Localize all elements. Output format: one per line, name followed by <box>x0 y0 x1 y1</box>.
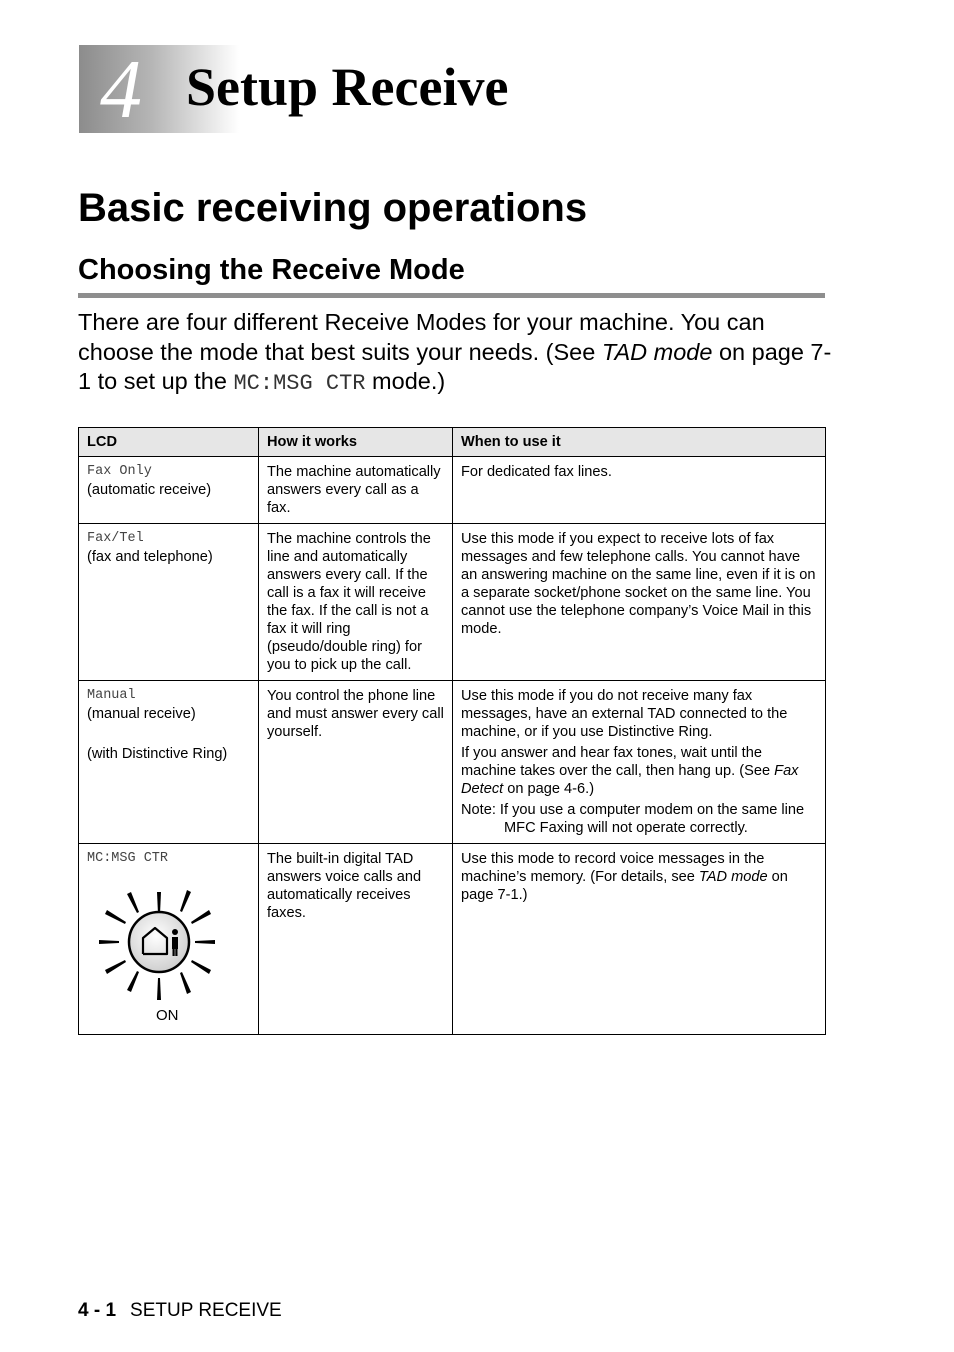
page-footer <box>78 1300 282 1322</box>
lcd-mode-desc: (fax and telephone) <box>87 549 213 565</box>
fax-detect-reference: Fax Detect <box>461 763 799 797</box>
how-cell: The built-in digital TAD answers voice calls and automatically receives faxes. <box>259 844 453 1035</box>
table-row <box>79 681 826 844</box>
table-header-row <box>79 428 826 457</box>
intro-text-3: mode.) <box>365 368 446 394</box>
when-cell: Use this mode to record voice messages in the machine’s memory. (For details, see TAD mode on page 7-1.) <box>453 844 826 1035</box>
table-row <box>79 844 826 1035</box>
note-text: Note: If you use a computer modem on the same line MFC Faxing will not operate correctly. <box>461 802 805 836</box>
lcd-mode-name: Manual <box>87 688 136 703</box>
header-when-to-use: When to use it <box>453 428 826 457</box>
intro-link-tad-mode: TAD mode <box>601 338 713 365</box>
lcd-mode-name: Fax Only <box>87 464 152 479</box>
how-cell: You control the phone line and must answer every call yourself. <box>259 681 453 844</box>
when-cell: For dedicated fax lines. <box>453 457 826 524</box>
lcd-cell <box>79 524 259 681</box>
chapter-title: Setup Receive <box>186 57 509 117</box>
lcd-mode-name: MC:MSG CTR <box>87 851 169 866</box>
tad-button-label: ON <box>156 1007 179 1024</box>
receive-mode-table <box>78 427 826 1035</box>
lcd-cell <box>79 681 259 844</box>
header-lcd: LCD <box>79 428 259 457</box>
intro-text-2: on page 7-1 to set up the <box>78 338 832 394</box>
tad-mode-reference: TAD mode <box>698 869 768 885</box>
how-cell: The machine controls the line and automatically answers every call. If the call is a fax it will receive the fax. If the call is not a fax it will ring (pseudo/double ring) for you to pick up the call. <box>259 524 453 681</box>
subsection-rule <box>78 293 825 298</box>
lcd-cell <box>79 844 259 1035</box>
lcd-mode-desc-distinctive: (with Distinctive Ring) <box>87 746 228 762</box>
intro-lcd-text: MC:MSG CTR <box>233 371 366 396</box>
lcd-mode-name: Fax/Tel <box>87 531 144 546</box>
tad-button-graphic <box>87 872 257 1012</box>
intro-paragraph <box>78 308 838 399</box>
subsection-title: Choosing the Receive Mode <box>78 254 465 286</box>
how-cell: The machine automatically answers every call as a fax. <box>259 457 453 524</box>
when-text-fax-detect: If you answer and hear fax tones, wait until the machine takes over the call, then hang up. (See Fax Detect on page 4-6.) <box>461 745 799 797</box>
section-title: Basic receiving operations <box>78 186 588 230</box>
lcd-cell <box>79 457 259 524</box>
lcd-mode-desc: (manual receive) <box>87 706 196 722</box>
chapter-number: 4 <box>100 43 142 136</box>
header-how-it-works: How it works <box>259 428 453 457</box>
footer-section: SETUP RECEIVE <box>130 1300 282 1321</box>
table-row <box>79 457 826 524</box>
tad-button-icon <box>87 872 257 1022</box>
when-text: Use this mode if you do not receive many fax messages, have an external TAD connected to the machine, or if you use Distinctive Ring. <box>461 688 788 740</box>
when-cell: Use this mode if you expect to receive lots of fax messages and few telephone calls. You cannot have an answering machine on the same line, even if it is on a separate socket/phone socket on the same line. You cannot use the telephone company’s Voice Mail in this mode. <box>453 524 826 681</box>
table-row <box>79 524 826 681</box>
lcd-mode-desc: (automatic receive) <box>87 482 212 498</box>
page-number: 4 - 1 <box>78 1300 117 1321</box>
when-cell <box>453 681 826 844</box>
intro-text-1: There are four different Receive Modes for your machine. You can choose the mode that best suits your needs. (See <box>78 309 765 365</box>
